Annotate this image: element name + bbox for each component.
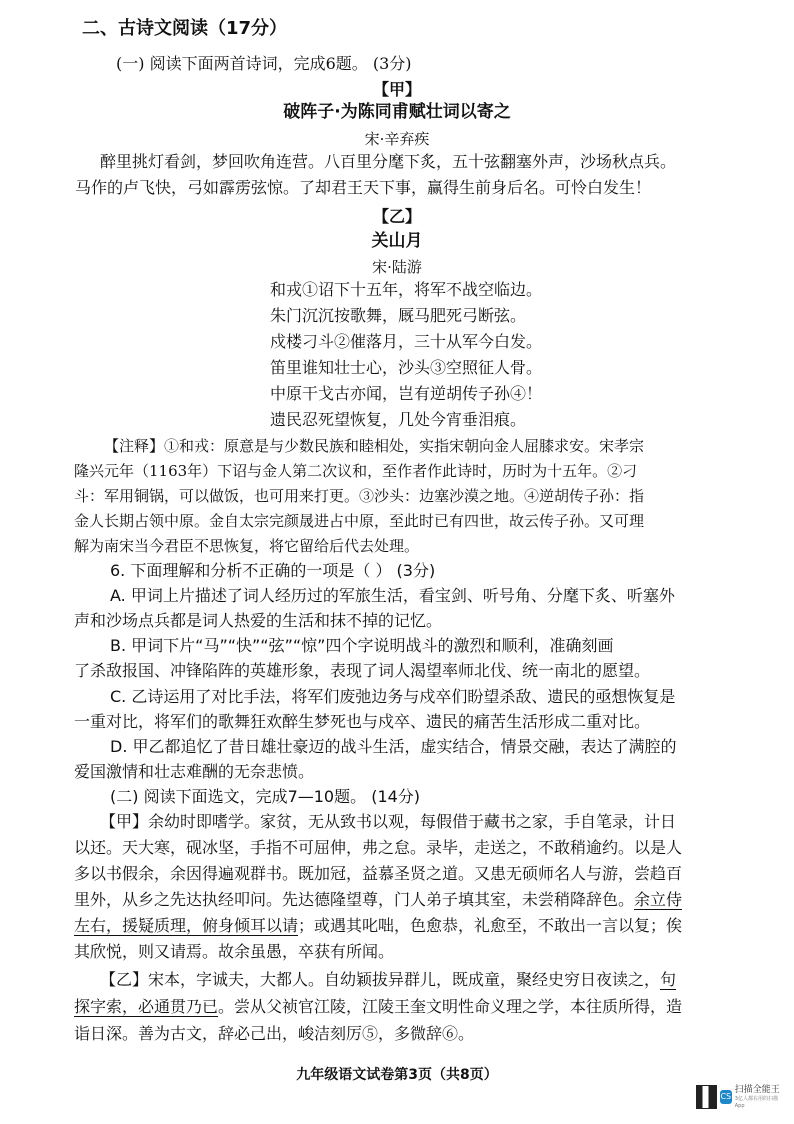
scanner-logo-sub: 3亿人都在用的扫描App [734, 1095, 778, 1109]
prose-b-text: 。尝从父祯官江陵，江陵王奎文明性命义理之学，本往质所得，造 [218, 997, 683, 1016]
prose-b-line [100, 969, 676, 990]
prose-a-line: 以还。天大寒，砚冰坚，手指不可屈伸，弗之怠。录毕，走送之，不敢稍逾约。以是人 [74, 838, 683, 857]
option-a-cont: 声和沙场点兵都是词人热爱的生活和抹不掉的记忆。 [74, 611, 443, 630]
poem-b-line: 中原干戈古亦闻，岂有逆胡传子孙④！ [270, 384, 543, 403]
poem-b-line: 戍楼刁斗②催落月，三十从军今白发。 [270, 332, 543, 351]
poem-b-tag: 【乙】 [372, 207, 421, 226]
prose-a-text: ；或遇其叱咄，色愈恭，礼愈至，不敢出一言以复；俟 [298, 916, 683, 935]
poem-b-line: 遗民忍死望恢复，几处今宵垂泪痕。 [270, 410, 527, 429]
prose-a-underlined: 余立侍 [634, 890, 683, 909]
prose-b-line: 诣日深。善为古文，辞必己出，峻洁刻厉⑤，多微辞⑥。 [74, 1024, 475, 1043]
section-title: 二、古诗文阅读（17分） [82, 18, 288, 39]
poem-a-title: 破阵子·为陈同甫赋壮词以寄之 [283, 102, 511, 122]
poem-a-line: 醉里挑灯看剑，梦回吹角连营。八百里分麾下炙，五十弦翻塞外声，沙场秋点兵。 [100, 152, 677, 171]
prose-a-line: 【甲】余幼时即嗜学。家贫，无从致书以观，每假借于藏书之家，手自笔录，计日 [100, 812, 677, 831]
option-a: A. 甲词上片描述了词人经历过的军旅生活，看宝剑、听号角、分麾下炙、听塞外 [110, 586, 675, 605]
prose-b-underlined: 句 [660, 970, 677, 989]
part2-intro: (二) 阅读下面选文，完成7—10题。 (14分) [110, 787, 421, 806]
prose-b-underlined: 探字索，必通贯乃已 [74, 997, 219, 1016]
option-d-cont: 爱国激情和壮志难酬的无奈悲愤。 [74, 762, 315, 781]
scanner-logo [696, 1082, 780, 1112]
prose-b-line [74, 996, 682, 1017]
notes-line: 【注释】①和戎：原意是与少数民族和睦相处，实指宋朝向金人屈膝求安。宋孝宗 [104, 437, 645, 455]
scanner-logo-name: 扫描全能王 [734, 1084, 780, 1095]
poem-a-line: 马作的卢飞快，弓如霹雳弦惊。了却君王天下事，赢得生前身后名。可怜白发生！ [75, 178, 652, 197]
question-6-stem: 6. 下面理解和分析不正确的一项是（ ） (3分) [110, 561, 436, 580]
part1-intro: (一) 阅读下面两首诗词，完成6题。 (3分) [116, 54, 412, 73]
qr-code-icon [696, 1085, 717, 1109]
poem-b-author: 宋·陆游 [372, 258, 422, 276]
notes-line: 斗：军用铜锅，可以做饭，也可用来打更。③沙头：边塞沙漠之地。④逆胡传子孙：指 [74, 487, 645, 505]
poem-b-line: 朱门沉沉按歌舞，厩马肥死弓断弦。 [270, 306, 527, 325]
option-c: C. 乙诗运用了对比手法，将军们废弛边务与戍卒们盼望杀敌、遗民的亟想恢复是 [110, 687, 676, 706]
poem-b-line: 笛里谁知壮士心，沙头③空照征人骨。 [270, 358, 543, 377]
prose-a-underlined: 左右，援疑质理，俯身倾耳以请 [74, 916, 299, 935]
prose-a-line [74, 889, 682, 910]
prose-a-line [74, 915, 682, 936]
prose-a-line: 其欣悦，则又请焉。故余虽愚，卒获有所闻。 [74, 942, 395, 961]
option-d: D. 甲乙都追忆了昔日雄壮豪迈的战斗生活，虚实结合，情景交融，表达了满腔的 [110, 737, 677, 756]
notes-line: 金人长期占领中原。金自太宗完颜晟进占中原，至此时已有四世，故云传子孙。又可理 [74, 512, 645, 530]
poem-a-tag: 【甲】 [372, 80, 421, 99]
poem-b-line: 和戎①诏下十五年，将军不战空临边。 [270, 280, 543, 299]
notes-line: 解为南宋当今君臣不思恢复，将它留给后代去处理。 [74, 537, 420, 555]
option-b-cont: 了杀敌报国、冲锋陷阵的英雄形象，表现了词人渴望率师北伐、统一南北的愿望。 [74, 661, 651, 680]
poem-a-author: 宋·辛弃疾 [364, 130, 430, 148]
prose-b-text: 【乙】宋本，字诚夫，大都人。自幼颖拔异群儿，既成童，聚经史穷日夜读之， [100, 970, 661, 989]
option-b: B. 甲词下片“马”“快”“弦”“惊”四个字说明战斗的激烈和顺利，准确刻画 [110, 636, 614, 655]
option-c-cont: 一重对比，将军们的歌舞狂欢醉生梦死也与戍卒、遗民的痛苦生活形成二重对比。 [74, 712, 651, 731]
notes-line: 隆兴元年（1163年）下诏与金人第二次议和，至作者作此诗时，历时为十五年。②刁 [74, 462, 638, 480]
poem-b-title: 关山月 [371, 231, 423, 251]
prose-a-text: 里外，从乡之先达执经叩问。先达德隆望尊，门人弟子填其室，未尝稍降辞色。 [74, 890, 635, 909]
camscanner-icon: CS [720, 1090, 732, 1104]
page-footer: 九年级语文试卷第3页（共8页） [296, 1067, 498, 1083]
scanner-logo-text [735, 1085, 780, 1110]
prose-a-line: 多以书假余，余因得遍观群书。既加冠，益慕圣贤之道。又患无硕师名人与游，尝趋百 [74, 864, 683, 883]
